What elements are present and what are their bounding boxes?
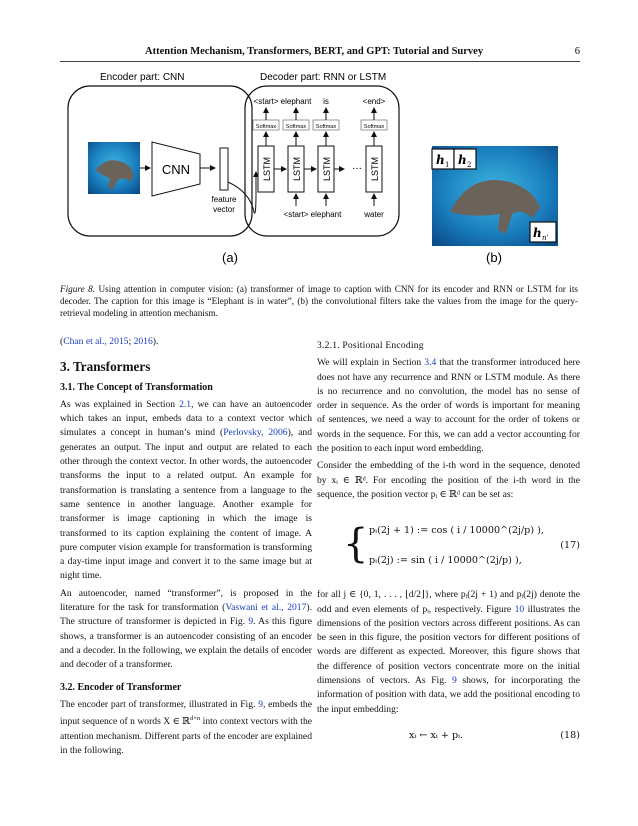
eq17-line-1: pᵢ(2j + 1) := cos ( i / 10000^(2j/p) ), xyxy=(369,525,544,537)
softmax-3: Softmax xyxy=(315,124,337,130)
left-column xyxy=(60,335,312,761)
subsection-32-heading: 3.2. Encoder of Transformer xyxy=(60,681,182,693)
softmax-4: Softmax xyxy=(363,124,385,130)
paragraph-321-2: Consider the embedding of the i-th word in the sequence, denoted by xᵢ ∈ ℝᵈ. For encoding the position of the i-th word in the sequence, the position vector pᵢ ∈ ℝᵈ can be set as: xyxy=(317,460,580,500)
input-word-3: water xyxy=(364,210,384,219)
output-word-2: elephant xyxy=(280,97,312,106)
right-column xyxy=(317,335,580,755)
eq17-line-2: pᵢ(2j) := sin ( i / 10000^(2j/p) ), xyxy=(369,555,522,567)
cnn-label: CNN xyxy=(161,162,191,177)
input-word-1: <start> xyxy=(283,210,309,219)
softmax-2: Softmax xyxy=(285,124,307,130)
feature-vector-bar xyxy=(220,148,228,190)
lstm-cells xyxy=(258,146,382,192)
subsection-321-heading: 3.2.1. Positional Encoding xyxy=(317,340,424,351)
panel-b-label: (b) xyxy=(486,250,502,265)
lstm-label-3: LSTM xyxy=(322,156,332,182)
subsection-31-heading: 3.1. The Concept of Transformation xyxy=(60,381,213,393)
figure-8 xyxy=(60,62,580,277)
equation-17: { pᵢ(2j + 1) := cos ( i / 10000^(2j/p) ), pᵢ(2j) := sin ( i / 10000^(2j/p) ), (17) xyxy=(343,521,580,568)
citation-line: (Chan et al., 2015; 2016). xyxy=(60,336,159,347)
figure-caption xyxy=(60,283,578,320)
input-word-2: elephant xyxy=(310,210,342,219)
h1-sub: 1 xyxy=(445,161,450,169)
eq18-number: (18) xyxy=(560,729,580,741)
cite-perlovsky[interactable]: Perlovsky, 2006 xyxy=(223,427,288,439)
feature-label-1: feature xyxy=(211,195,237,204)
decoder-inputs xyxy=(284,194,385,219)
paragraph-32-1: The encoder part of transformer, illustrated in Fig. 9, embeds the input sequence of n words X ∈ ℝ$^{d\times n}$ into context vectors with the attention mechanism. Different parts of the encoder are explained in the following. xyxy=(60,698,312,756)
equation-18 xyxy=(317,727,580,747)
page-number: 6 xyxy=(574,46,580,57)
h2-sub: 2 xyxy=(467,161,472,169)
ref-fig-9-b[interactable]: 9 xyxy=(258,698,263,710)
eq18-body: xᵢ ← xᵢ + pᵢ. xyxy=(409,729,464,741)
ref-section-3-4[interactable]: 3.4 xyxy=(424,357,437,369)
panel-a-label: (a) xyxy=(222,250,238,265)
ref-fig-9-c[interactable]: 9 xyxy=(451,675,457,687)
lstm-label-2: LSTM xyxy=(292,156,302,182)
section-heading: 3. Transformers xyxy=(60,359,151,375)
h1-letter: h xyxy=(436,153,445,167)
hn-sub: n' xyxy=(542,234,549,242)
paragraph-31-2: An autoencoder, named “transformer”, is proposed in the literature for the task for transformation (Vaswani et al., 2017). The structure of transformer is depicted in Fig. 9. As this figure shows, a transformer is an autoencoder consisting of an encoder and a decoder. In the following, we explain the details of encoder and decoder of a transformer. xyxy=(60,587,313,671)
output-word-4: <end> xyxy=(362,97,386,106)
cite-vaswani[interactable]: Vaswani et al., 2017 xyxy=(225,602,307,614)
paragraph-321-3: for all j ∈ {0, 1, . . . , ⌊d/2⌋}, where pᵢ(2j + 1) and pᵢ(2j) denote the odd and even elements of pᵢ, respectively. Figure 10 illustrates the dimensions of the position vectors across different positions. As can be seen in this figure, the position vectors for different positions of words are different as expected. Moreover, this figure shows that the difference of position vectors concentrate more on the initial dimensions of vectors. As Fig. 9 shows, for incorporating the information of position with data, we add the positional encoding to the input embedding: xyxy=(317,589,581,715)
ref-fig-9[interactable]: 9 xyxy=(248,616,254,628)
lstm-label-4: LSTM xyxy=(370,156,380,182)
hn-letter: h xyxy=(533,226,542,240)
decoder-label: Decoder part: RNN or LSTM xyxy=(260,72,387,83)
softmax-boxes xyxy=(253,108,387,146)
output-word-3: is xyxy=(323,97,329,106)
feature-label-2: vector xyxy=(213,205,235,214)
cite-chan-2016[interactable]: 2016 xyxy=(133,336,153,347)
header-title: Attention Mechanism, Transformers, BERT, and GPT: Tutorial and Survey xyxy=(145,46,484,57)
lstm-label-1: LSTM xyxy=(262,156,272,182)
lstm-dots: ··· xyxy=(352,164,362,175)
paragraph-321-1: We will explain in Section 3.4 that the transformer introduced here does not have any recurrence and RNN or LSTM module. As there is no recurrence and no convolution, the model has no sense of order in sequence. As the order of words is important for meaning of sentences, we need a way to account for the order of tokens or words in the sequence. For this, we can add a vector accounting for the position to each input word embedding. xyxy=(317,357,580,455)
encoder-label: Encoder part: CNN xyxy=(100,72,185,83)
ref-fig-10[interactable]: 10 xyxy=(514,603,525,615)
eq17-number: (17) xyxy=(560,540,580,552)
paragraph-31-1: As was explained in Section 2.1, we can have an autoencoder which takes an input, embeds data to a context vector which simulates a concept in human’s mind (Perlovsky, 2006), and generates an output. The input and output are related to each other through the context vector. In other words, the autoencoder transforms the input to a related output. An example for transformation is translating a sentence from a language to the same sentence in another language. Another example for transformer is image captioning in which the image is transformed to its caption explaining the content of image. A pure computer vision example for transformation is transforming a day-time input image and convert it to the same image but at night time. xyxy=(60,398,313,582)
caption-text: Using attention in computer vision: (a) transformer of image to caption with CNN for its encoder and RNN or LSTM for its decoder. The caption for this image is “Elephant is in water”, (b) the convolutional filters take the values from the image for the query-retrieval modeling in attention mechanism. xyxy=(60,284,578,319)
softmax-1: Softmax xyxy=(255,124,277,130)
output-word-1: <start> xyxy=(253,97,279,106)
caption-label: Figure 8. xyxy=(60,284,96,294)
h2-letter: h xyxy=(458,153,467,167)
cite-chan-2015[interactable]: Chan et al., 2015 xyxy=(63,336,129,347)
ref-section-2-1[interactable]: 2.1 xyxy=(179,398,192,410)
